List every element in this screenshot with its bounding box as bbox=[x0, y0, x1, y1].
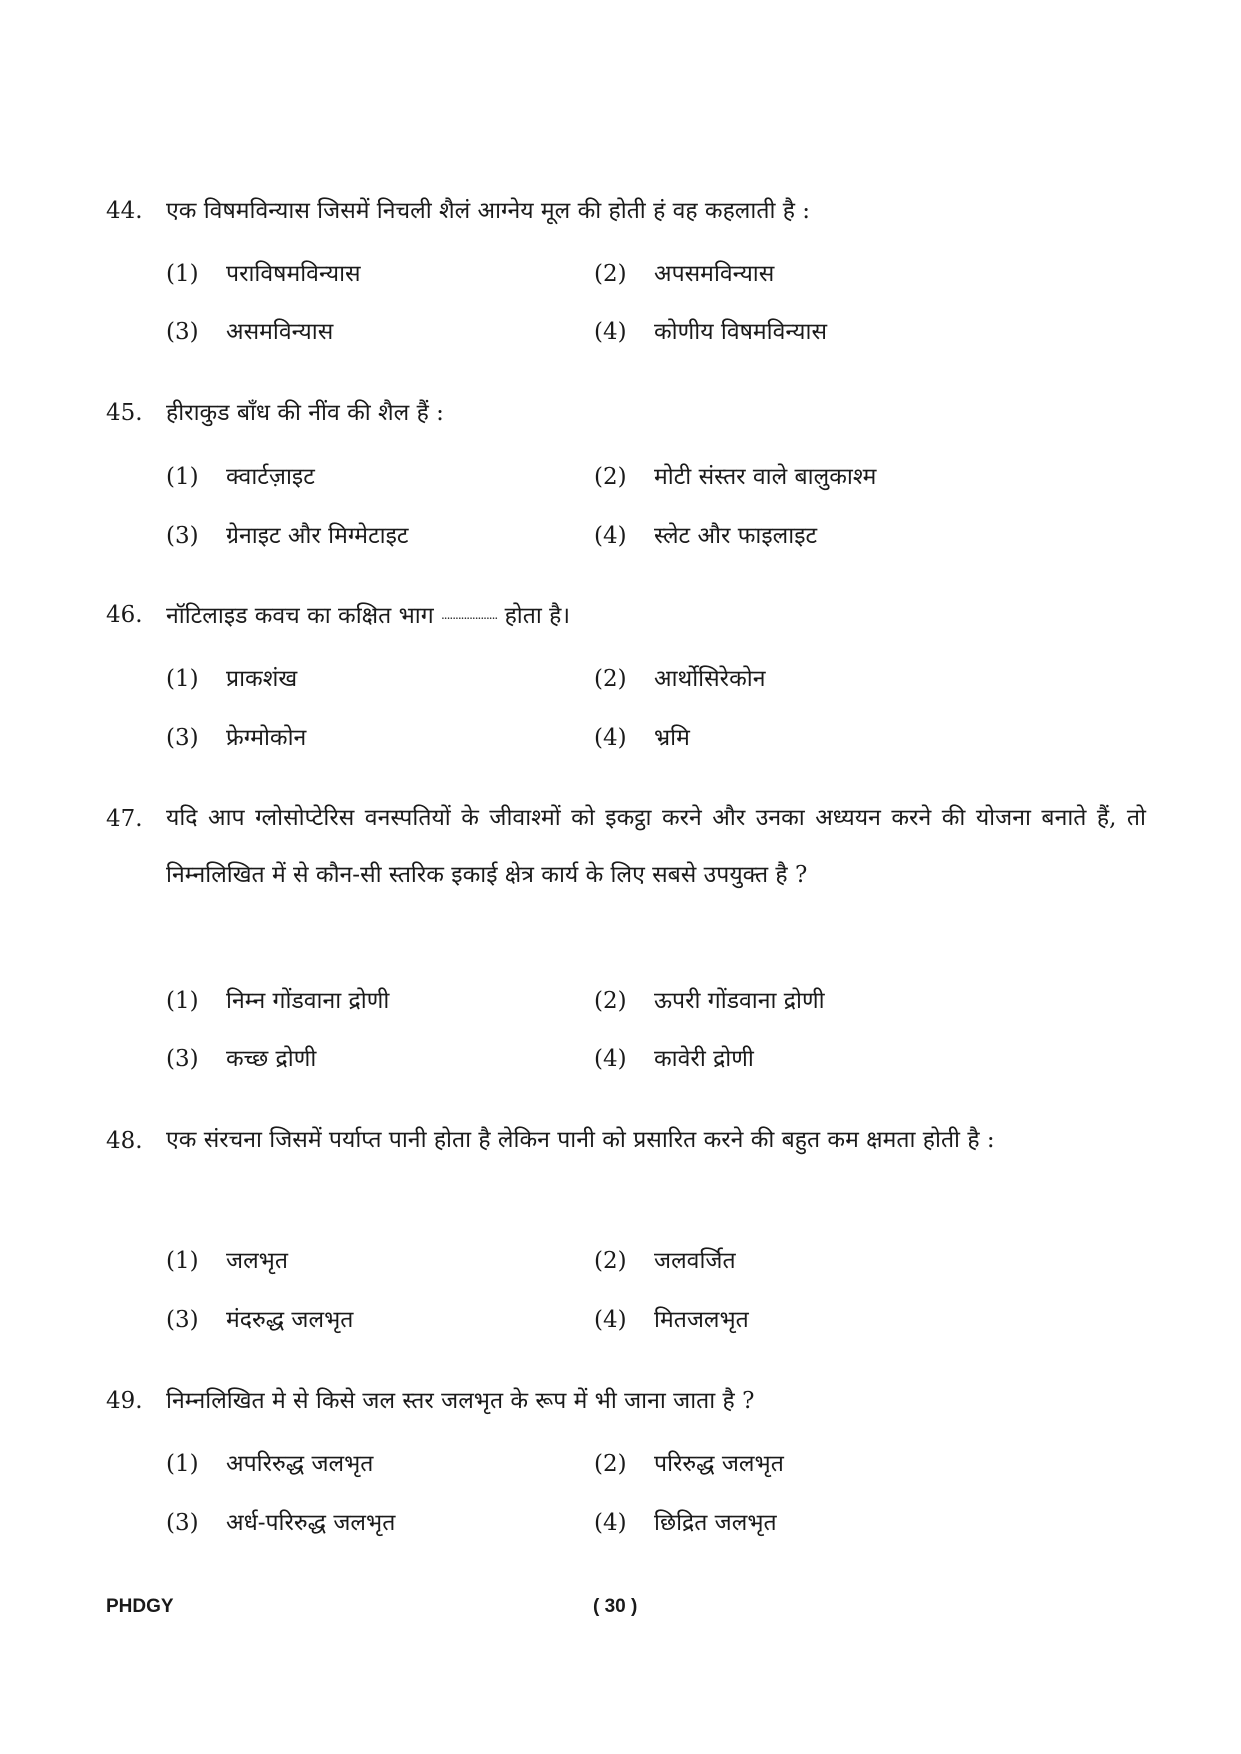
question-number: 47. bbox=[106, 806, 143, 832]
question-number: 49. bbox=[106, 1388, 143, 1414]
page-number: ( 30 ) bbox=[593, 1596, 638, 1617]
question-text: एक संरचना जिसमें पर्याप्त पानी होता है लेकिन पानी को प्रसारित करने की बहुत कम क्षमता होती है : bbox=[166, 1127, 995, 1153]
blank-dots: .................... bbox=[440, 608, 498, 622]
question-number: 45. bbox=[106, 400, 143, 426]
question-text: एक विषमविन्यास जिसमें निचली शैलं आग्नेय मूल की होती हं वह कहलाती है : bbox=[166, 198, 810, 224]
question-number: 48. bbox=[106, 1128, 143, 1154]
question-text: हीराकुड बाँध की नींव की शैल हैं : bbox=[166, 400, 444, 426]
question-number: 46. bbox=[106, 602, 143, 628]
footer-code: PHDGY bbox=[106, 1596, 174, 1617]
question-text-after: होता है। bbox=[504, 603, 571, 629]
question-text: निम्नलिखित मे से किसे जल स्तर जलभृत के रूप में भी जाना जाता है ? bbox=[166, 1388, 755, 1414]
question-text: यदि आप ग्लोसोप्टेरिस वनस्पतियों के जीवाश्मों को इकट्ठा करने और उनका अध्ययन करने की योजना बनाते हैं, तो निम्नलिखित में से कौन-सी स्तरिक इकाई क्षेत्र कार्य के लिए सबसे उपयुक्त है ? bbox=[166, 805, 1146, 888]
question-text bbox=[166, 600, 1146, 631]
question-text-before: नॉटिलाइड कवच का कक्षित भाग bbox=[166, 603, 434, 629]
question-number: 44. bbox=[106, 198, 143, 224]
